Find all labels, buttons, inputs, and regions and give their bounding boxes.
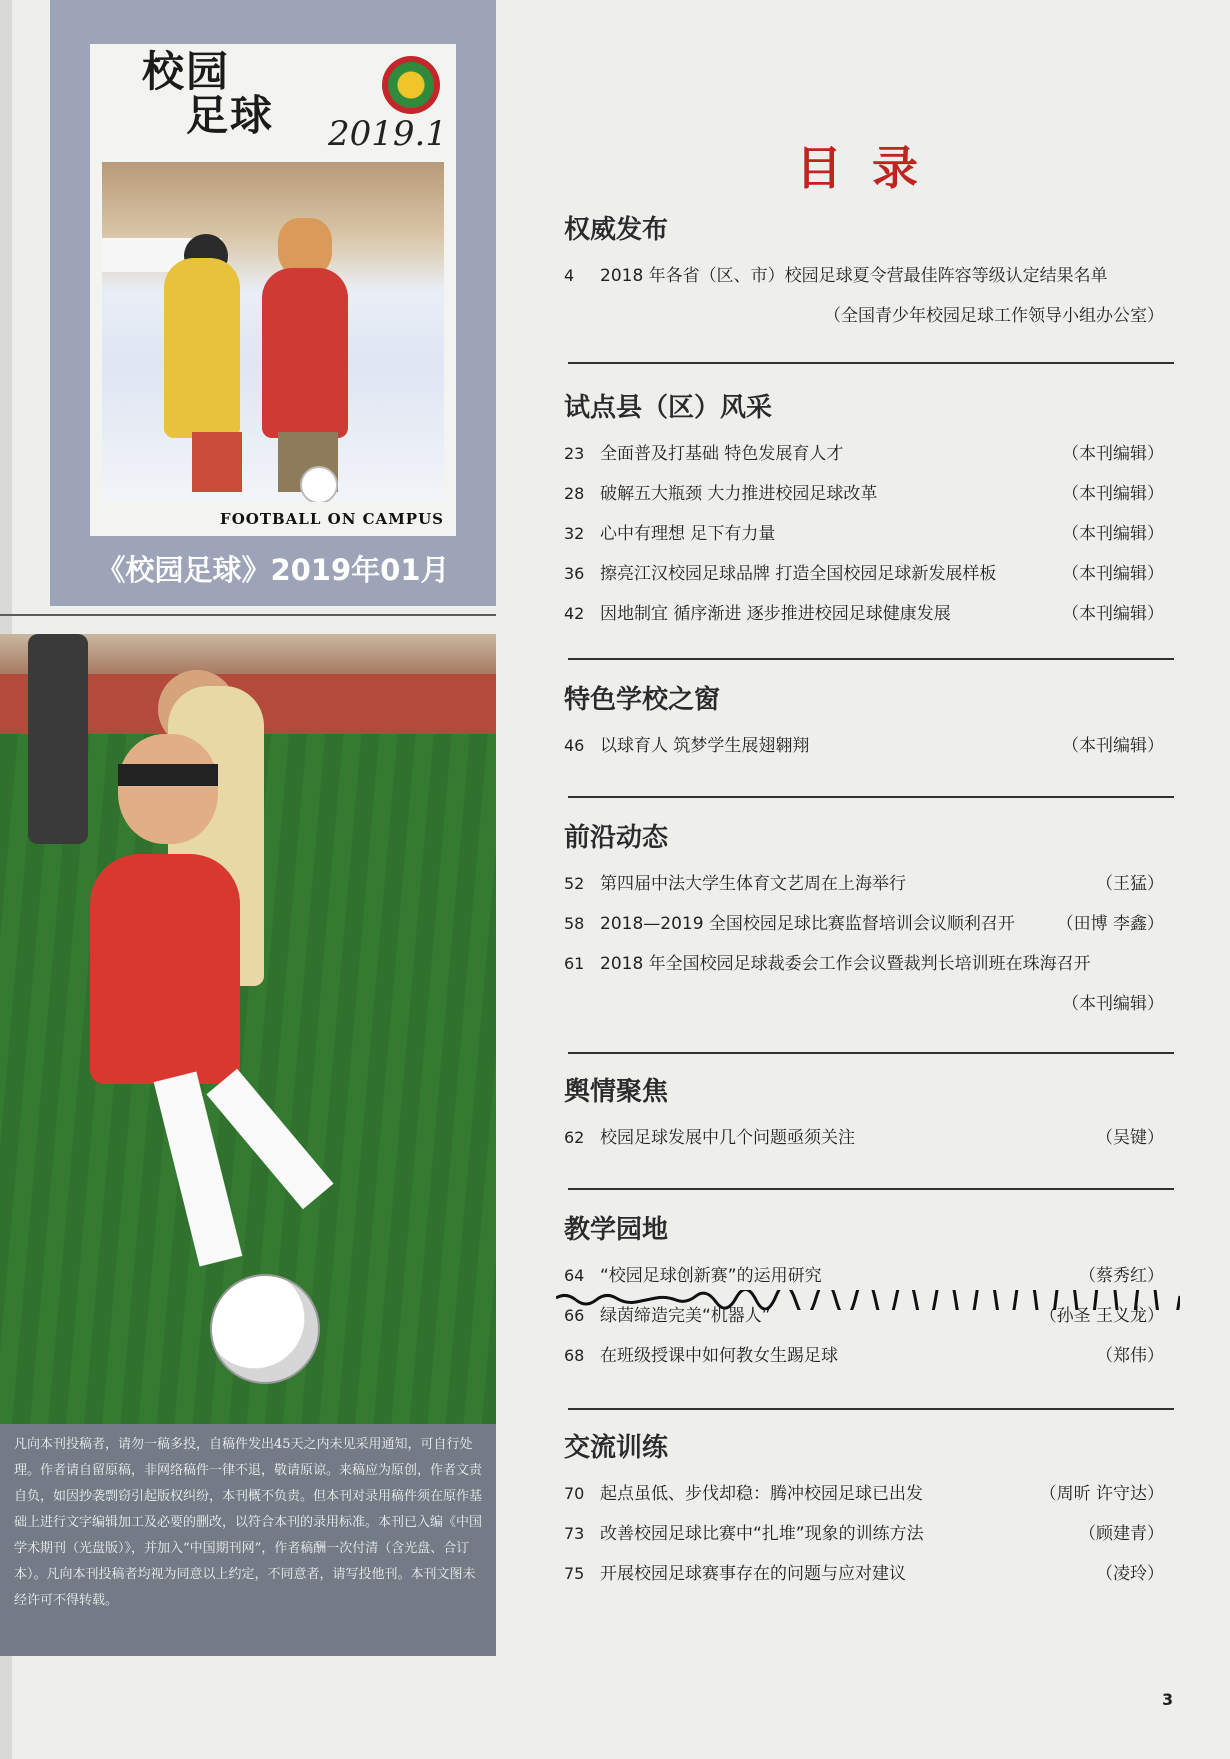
section-title: 试点县（区）风采 (564, 393, 773, 423)
section-divider (568, 1052, 1174, 1054)
entry-page-number: 66 (564, 1306, 585, 1325)
entry-title: 2018—2019 全国校园足球比赛监督培训会议顺利召开 (600, 914, 1015, 934)
entry-author: （顾建青） (1079, 1524, 1164, 1544)
toc-entry[interactable] (564, 594, 1176, 634)
handwritten-squiggle (556, 1290, 1180, 1310)
entry-page-number: 61 (564, 954, 585, 973)
entry-page-number: 32 (564, 524, 585, 543)
entry-title: “校园足球创新赛”的运用研究 (600, 1266, 822, 1286)
page-number: 3 (1162, 1690, 1174, 1709)
section-title: 权威发布 (564, 215, 669, 245)
section-title: 舆情聚焦 (564, 1077, 669, 1107)
entry-page-number: 75 (564, 1564, 585, 1583)
entry-author: （蔡秀红） (1079, 1266, 1164, 1286)
entry-page-number: 68 (564, 1346, 585, 1365)
section-title: 交流训练 (564, 1433, 669, 1463)
entry-page-number: 70 (564, 1484, 585, 1503)
cover-logo-line1: 校园 (142, 47, 231, 96)
football-icon (210, 1274, 320, 1384)
cover-footer-text: FOOTBALL ON CAMPUS (220, 510, 444, 528)
toc-entry[interactable] (564, 474, 1176, 514)
entry-title: 因地制宜 循序渐进 逐步推进校园足球健康发展 (600, 604, 951, 624)
section-divider (568, 362, 1174, 364)
entry-author: （吴键） (1096, 1128, 1164, 1148)
entry-author: （本刊编辑） (1062, 524, 1164, 544)
entry-title: 在班级授课中如何教女生踢足球 (600, 1346, 838, 1366)
section-title: 前沿动态 (564, 823, 669, 853)
kids-football-photo (0, 634, 496, 1424)
toc-entry[interactable] (564, 864, 1176, 904)
entry-title: 绿茵缔造完美“机器人” (600, 1306, 771, 1326)
entry-title: 2018 年各省（区、市）校园足球夏令营最佳阵容等级认定结果名单 (600, 266, 1108, 286)
section-title: 特色学校之窗 (564, 685, 721, 715)
entry-title: 破解五大瓶颈 大力推进校园足球改革 (600, 484, 878, 504)
toc-entry[interactable] (564, 1514, 1176, 1554)
entry-author: （郑伟） (1096, 1346, 1164, 1366)
entry-title: 擦亮江汉校园足球品牌 打造全国校园足球新发展样板 (600, 564, 997, 584)
entry-title: 起点虽低、步伐却稳：腾冲校园足球已出发 (600, 1484, 923, 1504)
entry-author: （孙圣 王义龙） (1039, 1306, 1164, 1326)
entry-title: 2018 年全国校园足球裁委会工作会议暨裁判长培训班在珠海召开 (600, 954, 1091, 974)
toc-section (564, 818, 1176, 1024)
entry-page-number: 42 (564, 604, 585, 623)
toc-entry[interactable] (564, 554, 1176, 594)
cover-caption: 《校园足球》2019年01月 (96, 553, 450, 587)
section-divider (568, 1408, 1174, 1410)
toc-section (564, 1428, 1176, 1594)
toc-entry[interactable] (564, 296, 1176, 336)
entry-author: （本刊编辑） (1062, 994, 1164, 1014)
cover-logo-line2: 足球 (186, 91, 275, 140)
divider (0, 614, 496, 616)
toc-section (564, 210, 1176, 336)
cover-date: 2019.1 (328, 114, 447, 154)
emblem-icon (382, 56, 440, 114)
toc-entry[interactable] (564, 984, 1176, 1024)
entry-title: 改善校园足球比赛中“扎堆”现象的训练方法 (600, 1524, 924, 1544)
entry-title: 以球育人 筑梦学生展翅翱翔 (600, 736, 810, 756)
toc-section (564, 1072, 1176, 1158)
toc-entry[interactable] (564, 726, 1176, 766)
section-divider (568, 658, 1174, 660)
entry-author: （田博 李鑫） (1056, 914, 1164, 934)
section-divider (568, 796, 1174, 798)
toc-entry[interactable] (564, 514, 1176, 554)
toc-entry[interactable] (564, 1118, 1176, 1158)
entry-page-number: 4 (564, 266, 575, 285)
toc-entry[interactable] (564, 904, 1176, 944)
entry-page-number: 28 (564, 484, 585, 503)
entry-page-number: 46 (564, 736, 585, 755)
entry-title: 心中有理想 足下有力量 (600, 524, 776, 544)
entry-author: （本刊编辑） (1062, 604, 1164, 624)
entry-author: （全国青少年校园足球工作领导小组办公室） (824, 306, 1164, 326)
entry-title: 校园足球发展中几个问题亟须关注 (600, 1128, 855, 1148)
cover-panel (50, 0, 496, 606)
toc-entry[interactable] (564, 1554, 1176, 1594)
entry-author: （王猛） (1096, 874, 1164, 894)
toc-section (564, 388, 1176, 634)
section-divider (568, 1188, 1174, 1190)
toc-entry[interactable] (564, 944, 1176, 984)
submission-notice: 凡向本刊投稿者，请勿一稿多投，自稿件发出45天之内未见采用通知，可自行处理。作者请自留原稿，非网络稿件一律不退，敬请原谅。来稿应为原创，作者文责自负，如因抄袭剽窃引起版权纠纷，本刊概不负责。但本刊对录用稿件须在原作基础上进行文字编辑加工及必要的删改，以符合本刊的录用标准。本刊已入编《中国学术期刊（光盘版）》，并加入“中国期刊网”，作者稿酬一次付清（含光盘、合订本）。凡向本刊投稿者均视为同意以上约定，不同意者，请写投他刊。本刊文图未经许可不得转载。 (0, 1424, 496, 1656)
toc-title: 目录 (796, 141, 948, 195)
magazine-cover (90, 44, 456, 536)
entry-title: 全面普及打基础 特色发展育人才 (600, 444, 844, 464)
entry-page-number: 52 (564, 874, 585, 893)
entry-page-number: 62 (564, 1128, 585, 1147)
toc-entry[interactable] (564, 1336, 1176, 1376)
cover-photo (102, 162, 444, 502)
entry-author: （本刊编辑） (1062, 484, 1164, 504)
entry-page-number: 64 (564, 1266, 585, 1285)
entry-author: （周昕 许守达） (1039, 1484, 1164, 1504)
entry-author: （本刊编辑） (1062, 444, 1164, 464)
entry-page-number: 58 (564, 914, 585, 933)
entry-author: （本刊编辑） (1062, 564, 1164, 584)
toc-entry[interactable] (564, 434, 1176, 474)
toc-entry[interactable] (564, 1474, 1176, 1514)
toc-entry[interactable] (564, 256, 1176, 296)
entry-title: 开展校园足球赛事存在的问题与应对建议 (600, 1564, 906, 1584)
entry-author: （本刊编辑） (1062, 736, 1164, 756)
toc-section (564, 680, 1176, 766)
entry-page-number: 73 (564, 1524, 585, 1543)
cover-logo (142, 47, 282, 140)
entry-title: 第四届中法大学生体育文艺周在上海举行 (600, 874, 906, 894)
entry-author: （凌玲） (1096, 1564, 1164, 1584)
section-title: 教学园地 (564, 1215, 669, 1245)
entry-page-number: 36 (564, 564, 585, 583)
entry-page-number: 23 (564, 444, 585, 463)
